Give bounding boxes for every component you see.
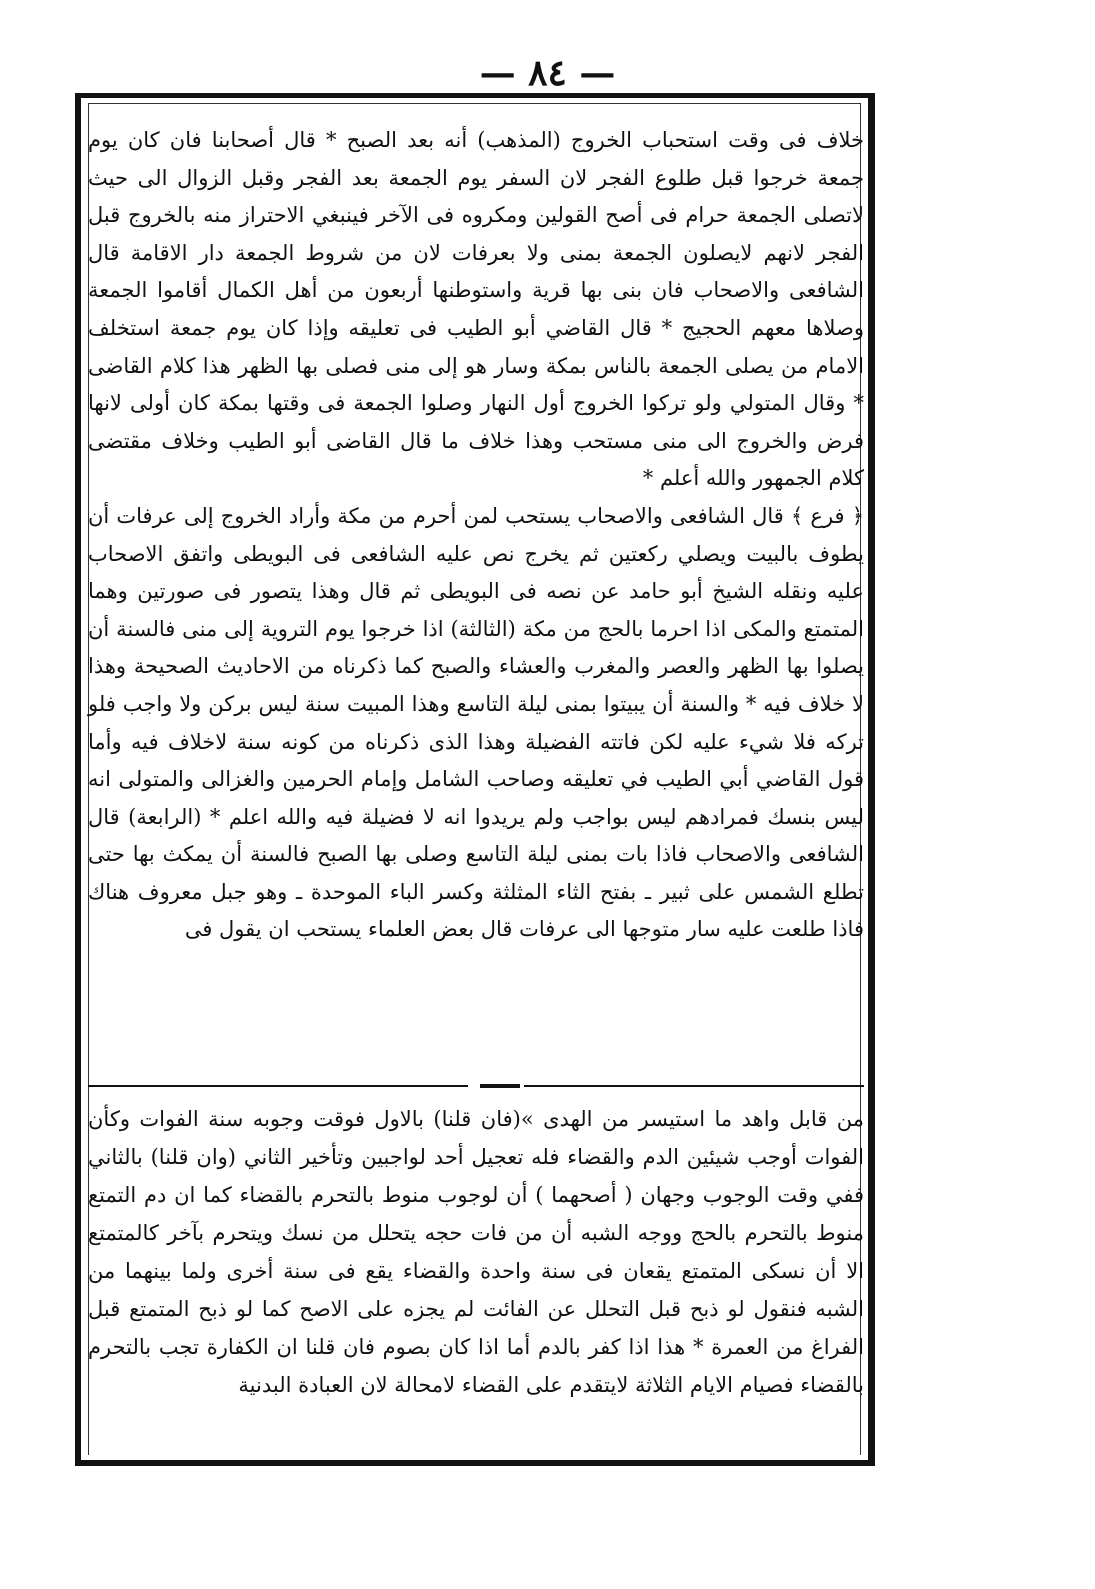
separator-line-left <box>88 1085 468 1087</box>
footnote-paragraph: من قابل واهد ما استيسر من الهدى »(فان قلنا) بالاول فوقت وجوبه سنة الفوات وكأن الفوات أوجب شيئين الدم والقضاء فله تعجيل أحد لواجبين وتأخير الثاني (وان قلنا) بالثاني ففي وقت الوجوب وجهان ( أصحهما ) أن لوجوب منوط بالتحرم بالقضاء كما ان دم التمتع منوط بالتحرم بالحج ووجه الشبه أن من فات حجه يتحلل من نسك ويتحرم بآخر كالمتمتع الا أن نسكى المتمتع يقعان فى سنة واحدة والقضاء يقع فى سنة أخرى ولما بينهما من الشبه فنقول لو ذبح قبل التحلل عن الفائت لم يجزه على الاصح كما لو ذبح المتمتع قبل الفراغ من العمرة * هذا اذا كفر بالدم أما اذا كان بصوم فان قلنا ان الكفارة تجب بالتحرم بالقضاء فصيام الايام الثلاثة لايتقدم على القضاء لامحالة لان العبادة البدنية <box>88 1107 864 1397</box>
footnote-separator <box>88 1084 864 1088</box>
main-paragraph: ﴿ فرع ﴾ قال الشافعى والاصحاب يستحب لمن أحرم من مكة وأراد الخروج إلى عرفات أن يطوف بالبيت ويصلي ركعتين ثم يخرج نص عليه الشافعى فى البويطى واتفق الاصحاب عليه ونقله الشيخ أبو حامد عن نصه فى البويطى ثم قال وهذا يتصور فى صورتين وهما المتمتع والمكى اذا احرما بالحج من مكة (الثالثة) اذا خرجوا يوم التروية إلى منى فالسنة أن يصلوا بها الظهر والعصر والمغرب والعشاء والصبح كما ذكرناه من الاحاديث الصحيحة وهذا لا خلاف فيه * والسنة أن يبيتوا بمنى ليلة التاسع وهذا المبيت سنة ليس بركن ولا واجب فلو تركه فلا شيء عليه لكن فاتته الفضيلة وهذا الذى ذكرناه من كونه سنة لاخلاف فيه وأما قول القاضي أبي الطيب في تعليقه وصاحب الشامل وإمام الحرمين والغزالى والمتولى انه ليس بنسك فمرادهم ليس بواجب ولم يريدوا انه لا فضيلة فيه والله اعلم * (الرابعة) قال الشافعى والاصحاب فاذا بات بمنى ليلة التاسع وصلى بها الصبح فالسنة أن يمكث بها حتى تطلع الشمس على ثبير ـ بفتح الثاء المثلثة وكسر الباء الموحدة ـ وهو جبل معروف هناك فاذا طلعت عليه سار متوجها الى عرفات قال بعض العلماء يستحب ان يقول فى <box>88 503 864 942</box>
footnote-body <box>88 1100 864 1404</box>
main-text-body <box>88 122 864 949</box>
separator-line-right <box>524 1085 864 1087</box>
separator-center-mark <box>480 1084 520 1088</box>
page-number: — ٨٤ — <box>479 52 616 94</box>
bottom-border-rule <box>75 1463 875 1466</box>
main-paragraph: خلاف فى وقت استحباب الخروج (المذهب) أنه بعد الصبح * قال أصحابنا فان كان يوم جمعة خرجوا قبل طلوع الفجر لان السفر يوم الجمعة بعد الفجر وقبل الزوال الى حيث لاتصلى الجمعة حرام فى أصح القولين ومكروه فى الآخر فينبغي الاحتراز منه بالخروج قبل الفجر لانهم لايصلون الجمعة بمنى ولا بعرفات لان من شروط الجمعة دار الاقامة قال الشافعى والاصحاب فان بنى بها قرية واستوطنها أربعون من أهل الكمال أقاموا الجمعة وصلاها معهم الحجيج * قال القاضي أبو الطيب فى تعليقه وإذا كان يوم جمعة استخلف الامام من يصلى الجمعة بالناس بمكة وسار هو إلى منى فصلى بها الظهر هذا كلام القاضى * وقال المتولي ولو تركوا الخروج أول النهار وصلوا الجمعة فى وقتها بمكة كان أولى لانها فرض والخروج الى منى مستحب وهذا خلاف ما قال القاضى أبو الطيب وخلاف مقتضى كلام الجمهور والله أعلم * <box>88 128 864 491</box>
